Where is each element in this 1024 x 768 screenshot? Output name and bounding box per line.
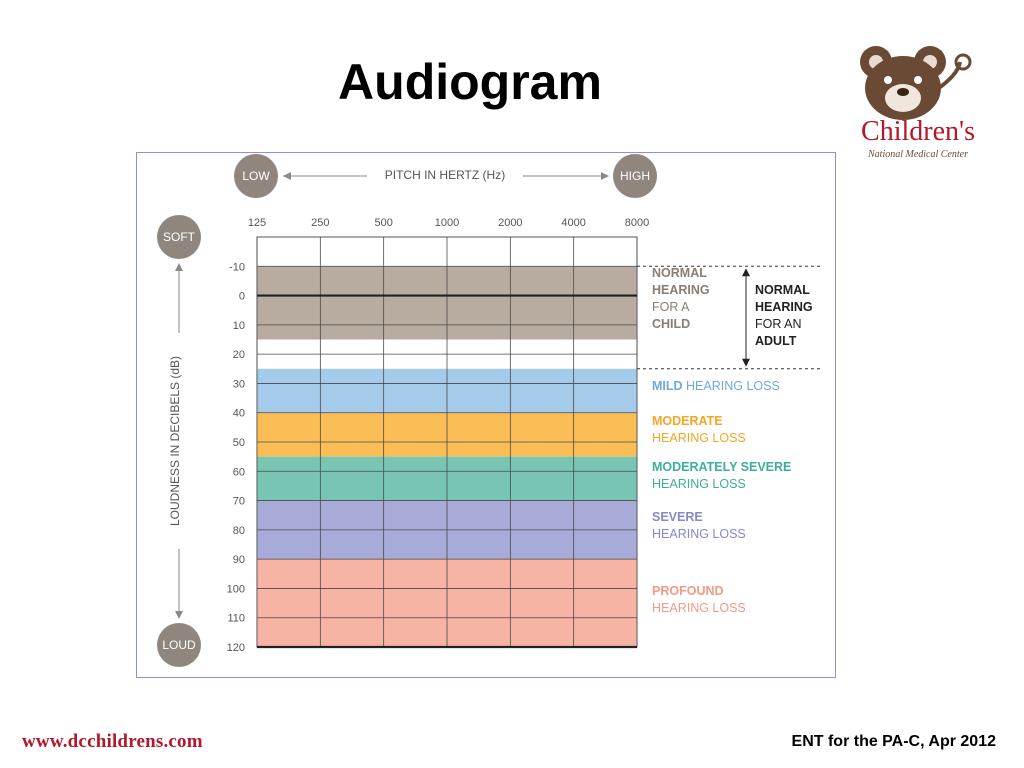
adult-range-label-0: NORMAL [755,283,810,297]
band-label-bold-2: MODERATE [652,414,723,428]
x-tick-label-6: 8000 [624,217,650,229]
loudness-loud-label: LOUD [162,638,196,652]
logo-name-text: Children's [861,116,975,147]
y-tick-label-12: 110 [227,612,245,625]
slide-title: Audiogram [338,54,602,110]
pitch-axis-title: PITCH IN HERTZ (Hz) [384,168,506,182]
y-tick-label-3: 20 [232,349,245,362]
loudness-axis-title: LOUDNESS IN DECIBELS (dB) [168,355,182,527]
y-tick-label-6: 50 [232,437,245,449]
pitch-high-label: HIGH [620,169,650,183]
audiogram-chart [136,152,836,678]
x-tick-label-2: 500 [374,217,393,229]
y-tick-label-2: 10 [232,319,245,332]
band-label-light-2: HEARING LOSS [652,431,746,445]
y-tick-label-7: 60 [232,466,245,479]
band-label-mild: MILD HEARING LOSS [652,379,780,393]
y-tick-label-1: 0 [238,290,245,303]
childrens-national-logo [848,40,988,165]
band-label-bold-5: PROFOUND [652,584,724,598]
bear-icon [860,46,970,120]
band-label-light-4: HEARING LOSS [652,527,746,541]
loudness-arrow-bottom-head [175,611,183,619]
pitch-low-label: LOW [242,169,270,183]
adult-range-arrow-top [742,268,750,276]
footer-course-date: ENT for the PA-C, Apr 2012 [791,733,996,750]
adult-range-label-3: ADULT [755,334,797,348]
band-label-light-5: HEARING LOSS [652,601,746,615]
loudness-soft-label: SOFT [163,230,195,244]
pitch-arrow-left-head [283,172,291,180]
x-tick-label-5: 4000 [561,217,586,229]
band-label-normal-child-3: CHILD [652,317,691,331]
x-tick-label-3: 1000 [434,217,460,229]
y-tick-label-10: 90 [232,554,245,567]
loudness-arrow-top-head [175,263,183,271]
band-label-normal-child-0: NORMAL [652,266,707,280]
y-tick-label-0: -10 [229,261,245,274]
band-label-light-3: HEARING LOSS [652,477,746,491]
pitch-arrow-right-head [601,172,609,180]
x-tick-label-0: 125 [247,217,267,229]
y-tick-label-9: 80 [232,524,245,537]
audiogram-svg [137,153,836,678]
band-label-normal-child-2: FOR A [652,300,690,314]
y-tick-label-5: 40 [232,407,245,420]
adult-range-label-2: FOR AN [755,317,802,331]
adult-range-label-1: HEARING [755,300,813,314]
adult-range-arrow-bottom [742,359,750,367]
footer-website-link[interactable]: www.dcchildrens.com [22,731,203,752]
y-tick-label-11: 100 [226,583,245,596]
x-tick-label-1: 250 [311,217,330,229]
y-tick-label-8: 70 [232,495,245,508]
band-label-bold-4: SEVERE [652,510,703,524]
band-label-bold-3: MODERATELY SEVERE [652,460,792,474]
y-tick-label-13: 120 [226,642,245,654]
logo-sub-text: National Medical Center [868,149,968,160]
y-tick-label-4: 30 [232,378,245,391]
x-tick-label-4: 2000 [498,217,523,229]
band-label-normal-child-1: HEARING [652,283,710,297]
